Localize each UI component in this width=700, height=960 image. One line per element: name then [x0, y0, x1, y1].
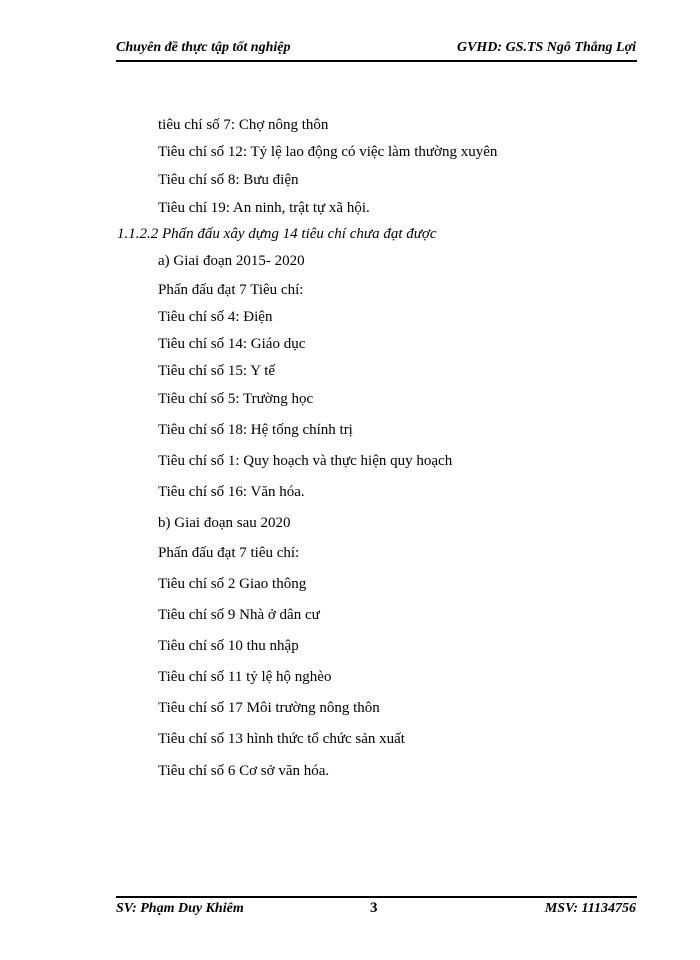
- footer-divider: [116, 896, 637, 898]
- phase-a-title: a) Giai đoạn 2015- 2020: [158, 253, 305, 269]
- criterion-line: Tiêu chí 19: An ninh, trật tự xã hội.: [158, 200, 370, 216]
- phase-b-item: Tiêu chí số 10 thu nhập: [158, 638, 299, 654]
- criterion-line: Tiêu chí số 12: Tỷ lệ lao động có việc làm thường xuyên: [158, 144, 498, 160]
- phase-b-item: Tiêu chí số 17 Môi trường nông thôn: [158, 700, 380, 716]
- page-number: 3: [370, 900, 378, 916]
- phase-b-item: Tiêu chí số 13 hình thức tổ chức sản xuất: [158, 731, 405, 747]
- footer-student-name: SV: Phạm Duy Khiêm: [116, 901, 244, 916]
- phase-a-intro: Phấn đấu đạt 7 Tiêu chí:: [158, 282, 304, 298]
- phase-b-intro: Phấn đấu đạt 7 tiêu chí:: [158, 545, 300, 561]
- phase-a-item: Tiêu chí số 15: Y tế: [158, 363, 276, 379]
- phase-a-item: Tiêu chí số 16: Văn hóa.: [158, 484, 305, 500]
- section-heading: 1.1.2.2 Phấn đấu xây dựng 14 tiêu chí chưa đạt được: [117, 226, 437, 242]
- criterion-line: Tiêu chí số 8: Bưu điện: [158, 172, 299, 188]
- header-divider: [116, 60, 637, 62]
- phase-a-item: Tiêu chí số 18: Hệ tống chính trị: [158, 422, 353, 438]
- phase-a-item: Tiêu chí số 4: Điện: [158, 309, 273, 325]
- criterion-line: tiêu chí số 7: Chợ nông thôn: [158, 117, 329, 133]
- phase-b-item: Tiêu chí số 6 Cơ sở văn hóa.: [158, 763, 330, 779]
- phase-a-item: Tiêu chí số 14: Giáo dục: [158, 336, 306, 352]
- header-right-supervisor: GVHD: GS.TS Ngô Thắng Lợi: [456, 40, 636, 55]
- page-footer: [116, 901, 636, 923]
- phase-b-item: Tiêu chí số 9 Nhà ở dân cư: [158, 607, 320, 623]
- header-left-title: Chuyên đề thực tập tốt nghiệp: [116, 40, 291, 55]
- footer-student-id: MSV: 11134756: [544, 901, 636, 916]
- phase-b-item: Tiêu chí số 2 Giao thông: [158, 576, 307, 592]
- phase-a-item: Tiêu chí số 5: Trường học: [158, 391, 314, 407]
- phase-a-item: Tiêu chí số 1: Quy hoạch và thực hiện quy hoạch: [158, 453, 453, 469]
- page-header: [116, 38, 636, 62]
- phase-b-item: Tiêu chí số 11 tỷ lệ hộ nghèo: [158, 669, 332, 685]
- phase-b-title: b) Giai đoạn sau 2020: [158, 515, 291, 531]
